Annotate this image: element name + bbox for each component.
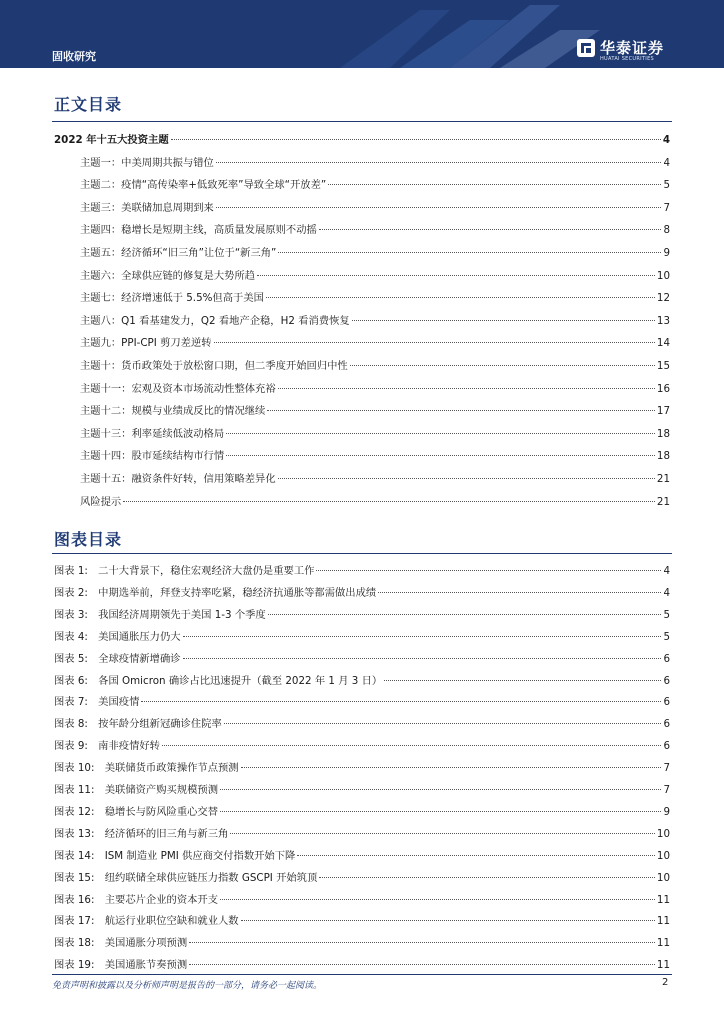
toc-entry[interactable] — [80, 472, 670, 486]
entry-page-number: 6 — [663, 652, 670, 665]
toc-entry[interactable] — [80, 246, 670, 260]
entry-label: 图表 12: 稳增长与防风险重心交替 — [54, 805, 219, 818]
toc-title: 正文目录 — [54, 95, 123, 114]
entry-page-number: 7 — [663, 201, 670, 214]
entry-page-number: 14 — [656, 337, 670, 350]
entry-label: 图表 18: 美国通胀分项预测 — [54, 937, 188, 950]
entry-label: 图表 10: 美联储货币政策操作节点预测 — [54, 762, 239, 775]
entry-page-number: 21 — [656, 495, 670, 508]
entry-page-number: 9 — [663, 247, 670, 259]
figures-title: 图表目录 — [54, 530, 123, 549]
entry-label: 主题三：美联储加息周期到来 — [80, 201, 214, 214]
toc-entry[interactable] — [80, 404, 670, 418]
entry-label: 图表 19: 美国通胀节奏预测 — [54, 959, 188, 972]
toc-entry[interactable] — [80, 269, 670, 283]
entry-page-number: 10 — [656, 871, 670, 884]
dot-leader — [241, 767, 662, 768]
entry-label: 主题十五：融资条件好转，信用策略差异化 — [80, 473, 276, 485]
entry-page-number: 15 — [656, 360, 670, 372]
figure-entry[interactable] — [54, 936, 670, 950]
figures-title-rule — [52, 553, 672, 554]
entry-page-number: 13 — [656, 314, 670, 327]
entry-label: 图表 9: 南非疫情好转 — [54, 740, 160, 753]
figure-entry[interactable] — [54, 652, 670, 666]
dot-leader — [183, 636, 662, 637]
entry-label: 主题十：货币政策处于放松窗口期，但二季度开始回归中性 — [80, 360, 348, 372]
figure-entry[interactable] — [54, 914, 670, 928]
toc-entry[interactable] — [80, 359, 670, 373]
toc-entry[interactable] — [80, 336, 670, 350]
entry-page-number: 21 — [656, 473, 670, 485]
entry-page-number: 11 — [656, 937, 670, 950]
dot-leader — [220, 789, 661, 790]
dot-leader — [226, 433, 655, 434]
entry-label: 图表 8: 按年龄分组新冠确诊住院率 — [54, 718, 222, 731]
figure-entry[interactable] — [54, 608, 670, 622]
dot-leader — [316, 570, 661, 571]
entry-page-number: 18 — [656, 450, 670, 463]
huatai-logo-mark-icon — [576, 38, 596, 58]
entry-label: 图表 17: 航运行业职位空缺和就业人数 — [54, 915, 239, 928]
entry-page-number: 6 — [663, 718, 670, 731]
entry-page-number: 5 — [663, 179, 670, 192]
entry-label: 主题八：Q1 看基建发力，Q2 看地产企稳，H2 看消费恢复 — [80, 314, 350, 327]
entry-page-number: 7 — [663, 762, 670, 775]
dot-leader — [171, 139, 661, 140]
figure-entry[interactable] — [54, 958, 670, 972]
dot-leader — [328, 184, 661, 185]
entry-label: 图表 7: 美国疫情 — [54, 696, 140, 709]
entry-page-number: 4 — [663, 156, 670, 169]
entry-page-number: 18 — [656, 427, 670, 440]
entry-page-number: 17 — [656, 405, 670, 418]
entry-label: 图表 3: 我国经济周期领先于美国 1-3 个季度 — [54, 608, 266, 621]
dot-leader — [220, 811, 661, 812]
entry-page-number: 16 — [656, 382, 670, 395]
entry-page-number: 6 — [663, 674, 670, 687]
figure-entry[interactable] — [54, 586, 670, 600]
entry-page-number: 9 — [663, 805, 670, 818]
entry-page-number: 11 — [656, 959, 670, 972]
figure-entry[interactable] — [54, 761, 670, 775]
figure-entry[interactable] — [54, 827, 670, 841]
toc-entry[interactable] — [80, 291, 670, 305]
dot-leader — [319, 877, 655, 878]
entry-label: 主题九：PPI-CPI 剪刀差逆转 — [80, 337, 212, 350]
entry-label: 主题四：稳增长是短期主线，高质量发展原则不动摇 — [80, 224, 317, 237]
dot-leader — [216, 162, 662, 163]
figure-entry[interactable] — [54, 695, 670, 709]
entry-page-number: 10 — [656, 849, 670, 862]
toc-entry[interactable] — [80, 201, 670, 215]
entry-label: 主题五：经济循环“旧三角”让位于“新三角” — [80, 247, 277, 259]
entry-page-number: 5 — [663, 630, 670, 643]
figure-entry[interactable] — [54, 805, 670, 819]
entry-label: 主题十一：宏观及资本市场流动性整体充裕 — [80, 382, 276, 395]
entry-page-number: 8 — [663, 224, 670, 237]
entry-page-number: 12 — [656, 292, 670, 305]
entry-page-number: 4 — [663, 586, 670, 599]
entry-label: 主题十四：股市延续结构市行情 — [80, 450, 225, 463]
dot-leader — [266, 297, 655, 298]
entry-label: 图表 4: 美国通胀压力仍大 — [54, 630, 181, 643]
entry-page-number: 10 — [656, 269, 670, 282]
entry-label: 图表 5: 全球疫情新增确诊 — [54, 652, 181, 665]
figure-entry[interactable] — [54, 783, 670, 797]
dot-leader — [226, 455, 655, 456]
dot-leader — [319, 229, 662, 230]
entry-label: 主题一：中美周期共振与错位 — [80, 156, 214, 169]
toc-entry[interactable] — [80, 314, 670, 328]
figure-entry[interactable] — [54, 717, 670, 731]
figure-entry[interactable] — [54, 871, 670, 885]
figure-entry[interactable] — [54, 564, 670, 578]
entry-label: 图表 15: 纽约联储全球供应链压力指数 GSCPI 开始筑顶 — [54, 871, 318, 884]
dot-leader — [267, 410, 655, 411]
dot-leader — [189, 942, 655, 943]
entry-label: 主题十二：规模与业绩成反比的情况继续 — [80, 405, 266, 418]
entry-page-number: 4 — [662, 134, 670, 146]
figure-entry[interactable] — [54, 849, 670, 863]
dot-leader — [384, 680, 661, 681]
dot-leader — [278, 478, 655, 479]
dot-leader — [183, 658, 662, 659]
dot-leader — [268, 614, 662, 615]
department-label: 固收研究 — [52, 50, 96, 63]
entry-page-number: 11 — [656, 915, 670, 928]
dot-leader — [350, 365, 655, 366]
dot-leader — [297, 855, 655, 856]
figure-entry[interactable] — [54, 630, 670, 644]
dot-leader — [278, 388, 655, 389]
toc-entry[interactable] — [80, 449, 670, 463]
entry-label: 2022 年十五大投资主题 — [54, 134, 169, 146]
entry-page-number: 7 — [663, 784, 670, 796]
dot-leader — [378, 592, 661, 593]
dot-leader — [224, 723, 662, 724]
toc-title-rule — [52, 121, 672, 122]
entry-label: 风险提示 — [80, 495, 122, 508]
page-number: 2 — [662, 977, 669, 988]
figure-entry[interactable] — [54, 893, 670, 907]
entry-label: 图表 1: 二十大背景下，稳住宏观经济大盘仍是重要工作 — [54, 565, 315, 577]
entry-label: 图表 2: 中期选举前，拜登支持率吃紧，稳经济抗通胀等都需做出成绩 — [54, 586, 377, 599]
dot-leader — [352, 320, 655, 321]
entry-page-number: 6 — [663, 696, 670, 709]
dot-leader — [214, 342, 655, 343]
entry-label: 主题七：经济增速低于 5.5%但高于美国 — [80, 292, 264, 305]
dot-leader — [141, 701, 661, 702]
entry-page-number: 6 — [663, 740, 670, 753]
dot-leader — [216, 207, 662, 208]
entry-label: 主题十三：利率延续低波动格局 — [80, 427, 225, 440]
logo-name: 华泰证券 — [600, 39, 665, 57]
dot-leader — [189, 964, 655, 965]
toc-entry[interactable] — [80, 495, 670, 509]
toc-entry[interactable] — [80, 223, 670, 237]
figure-entry[interactable] — [54, 739, 670, 753]
toc-entry[interactable] — [54, 133, 670, 147]
dot-leader — [123, 501, 655, 502]
entry-page-number: 11 — [656, 893, 670, 906]
entry-label: 图表 16: 主要芯片企业的资本开支 — [54, 893, 219, 906]
toc-entry[interactable] — [80, 427, 670, 441]
entry-label: 图表 6: 各国 Omicron 确诊占比迅速提升（截至 2022 年 1 月 3 日） — [54, 674, 383, 687]
dot-leader — [257, 275, 655, 276]
entry-label: 图表 13: 经济循环的旧三角与新三角 — [54, 827, 229, 840]
dot-leader — [278, 252, 661, 253]
dot-leader — [230, 833, 655, 834]
entry-label: 主题二：疫情“高传染率+低致死率”导致全球“开放差” — [80, 179, 327, 192]
dot-leader — [220, 899, 655, 900]
footer-rule — [52, 974, 672, 975]
entry-page-number: 10 — [656, 827, 670, 840]
page-header — [0, 0, 724, 68]
entry-page-number: 5 — [663, 608, 670, 621]
toc-entry[interactable] — [80, 156, 670, 170]
entry-label: 图表 14: ISM 制造业 PMI 供应商交付指数开始下降 — [54, 849, 296, 862]
toc-entry[interactable] — [80, 178, 670, 192]
toc-entry[interactable] — [80, 382, 670, 396]
dot-leader — [162, 745, 661, 746]
entry-label: 主题六：全球供应链的修复是大势所趋 — [80, 269, 256, 282]
entry-page-number: 4 — [663, 565, 670, 577]
entry-label: 图表 11: 美联储资产购买规模预测 — [54, 784, 219, 796]
logo-subtitle: HUATAI SECURITIES — [600, 56, 654, 62]
figure-entry[interactable] — [54, 674, 670, 688]
footer-disclaimer: 免责声明和披露以及分析师声明是报告的一部分，请务必一起阅读。 — [52, 981, 323, 991]
dot-leader — [241, 920, 655, 921]
